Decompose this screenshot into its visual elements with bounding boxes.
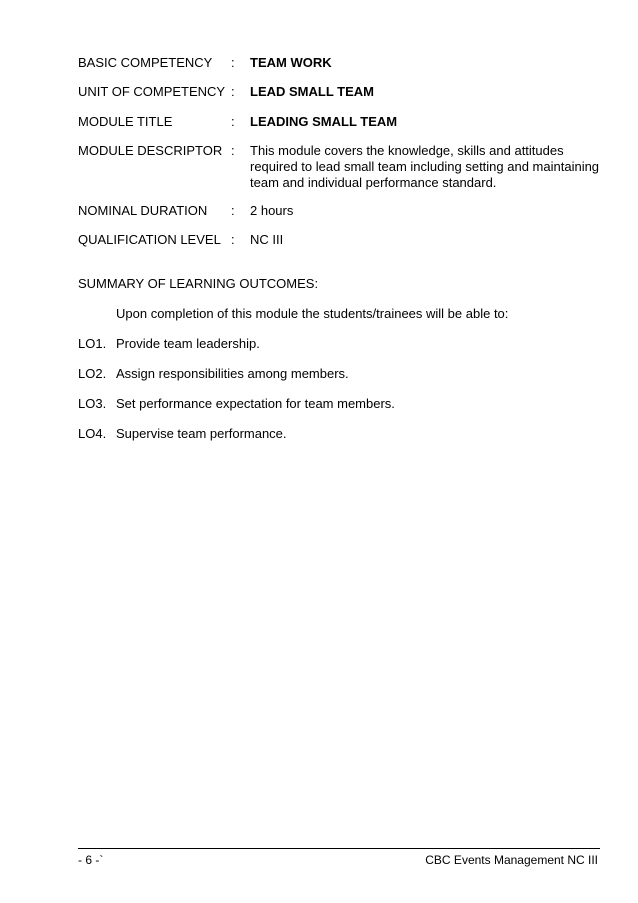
field-value: NC III (250, 232, 284, 247)
field-colon: : (231, 84, 235, 99)
field-value: This module covers the knowledge, skills and attitudes required to lead small team including setting and maintaining team and individual performance standard. (250, 143, 600, 190)
outcome-number: LO4. (78, 426, 107, 441)
outcome-text: Provide team leadership. (116, 336, 260, 351)
page-number: - 6 -` (78, 853, 104, 867)
summary-heading: SUMMARY OF LEARNING OUTCOMES: (78, 276, 319, 291)
field-label: BASIC COMPETENCY (78, 55, 213, 70)
footer-divider (78, 848, 600, 849)
outcome-text: Set performance expectation for team members. (116, 396, 395, 411)
field-colon: : (231, 203, 235, 218)
field-value: 2 hours (250, 203, 294, 218)
outcome-number: LO1. (78, 336, 107, 351)
field-label: QUALIFICATION LEVEL (78, 232, 221, 247)
field-value: LEADING SMALL TEAM (250, 114, 398, 129)
field-value: TEAM WORK (250, 55, 332, 70)
field-colon: : (231, 143, 235, 158)
outcome-text: Supervise team performance. (116, 426, 287, 441)
field-label: MODULE DESCRIPTOR (78, 143, 223, 158)
field-label: MODULE TITLE (78, 114, 173, 129)
footer-title: CBC Events Management NC III (425, 853, 598, 867)
outcome-number: LO2. (78, 366, 107, 381)
outcome-number: LO3. (78, 396, 107, 411)
field-colon: : (231, 55, 235, 70)
field-colon: : (231, 114, 235, 129)
outcome-text: Assign responsibilities among members. (116, 366, 349, 381)
field-colon: : (231, 232, 235, 247)
field-label: NOMINAL DURATION (78, 203, 208, 218)
field-value: LEAD SMALL TEAM (250, 84, 374, 99)
summary-intro: Upon completion of this module the students/trainees will be able to: (116, 306, 509, 321)
field-label: UNIT OF COMPETENCY (78, 84, 226, 99)
